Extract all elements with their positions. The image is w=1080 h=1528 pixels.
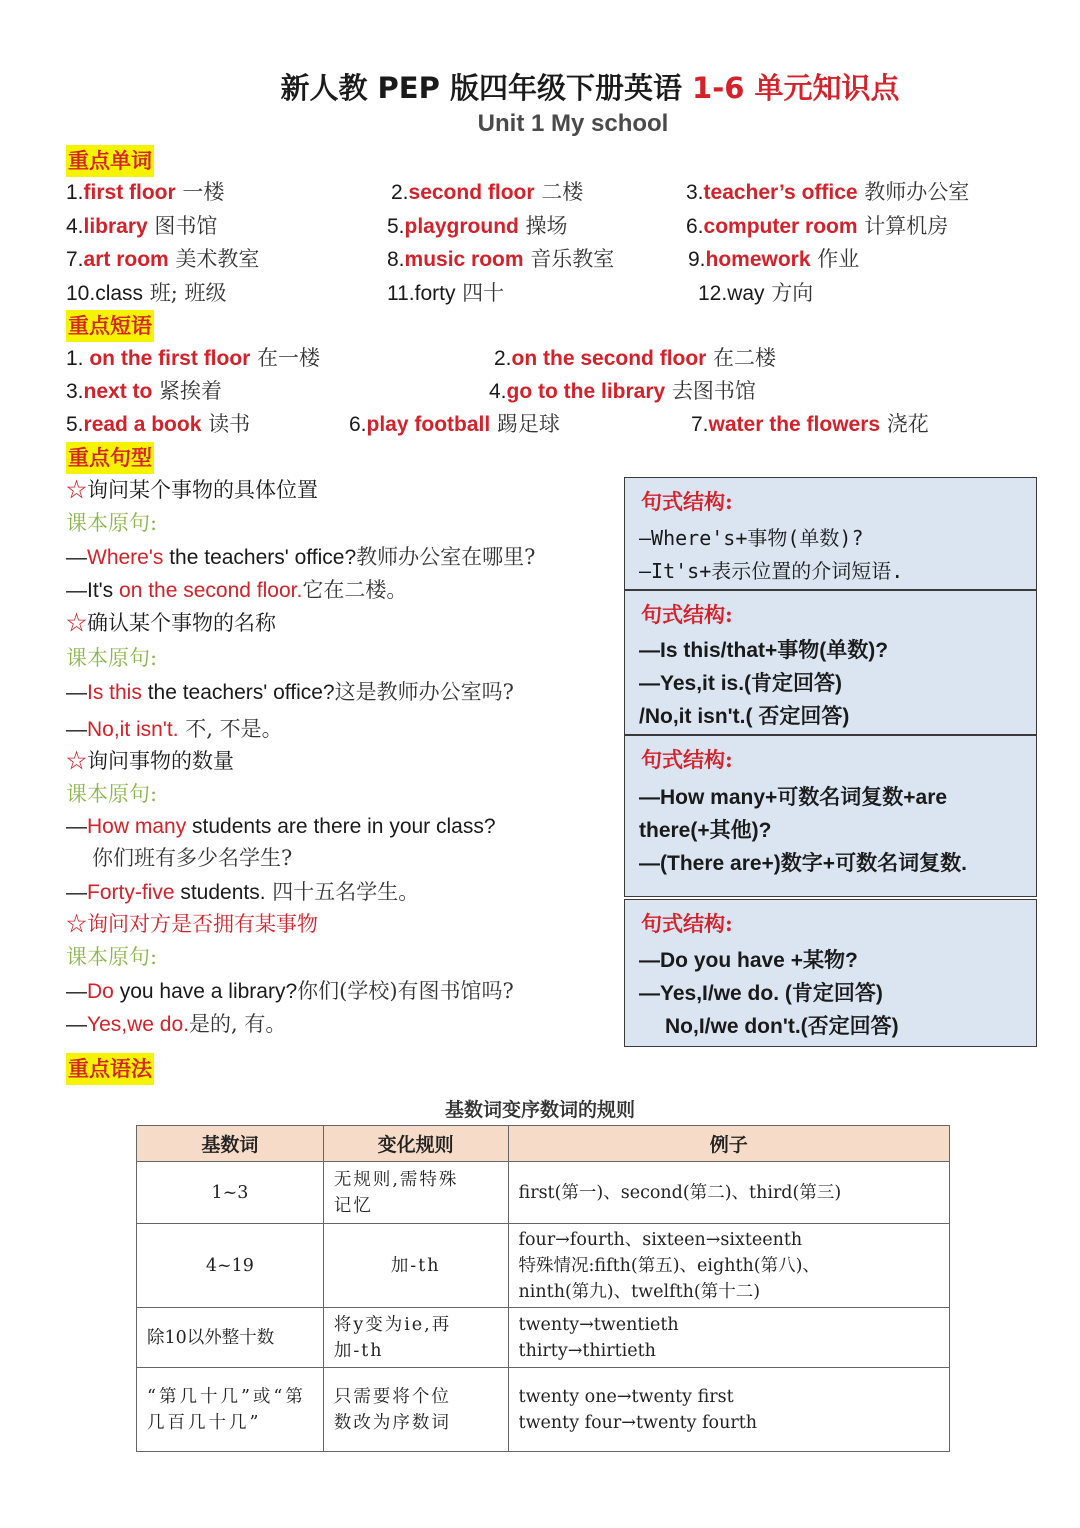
structure-box-2 — [624, 590, 1037, 735]
structure-line: —It's+表示位置的介词短语. — [639, 559, 904, 583]
cell-line: 将y变为ie,再 — [333, 1314, 452, 1335]
structure-line: —Is this/that+事物(单数)? — [639, 639, 889, 662]
phrase-item: 5.read a book 读书 — [66, 412, 251, 436]
column-header: 基数词 — [137, 1126, 324, 1162]
title-highlight: 1-6 单元知识点 — [692, 71, 900, 105]
example-cell — [508, 1162, 949, 1224]
structure-line: —Yes,I/we do. (肯定回答) — [639, 982, 883, 1005]
pattern-1-question: —Where's the teachers' office?教师办公室在哪里? — [66, 545, 536, 569]
word-item: 12.way 方向 — [698, 281, 814, 305]
table-row — [137, 1308, 950, 1368]
column-header: 例子 — [508, 1126, 949, 1162]
cell-line: 加-th — [390, 1255, 441, 1276]
grammar-heading: 重点语法 — [66, 1053, 154, 1085]
cell-line: first(第一)、second(第二)、third(第三) — [518, 1182, 842, 1203]
pattern-1-title: ☆询问某个事物的具体位置 — [66, 478, 318, 502]
structure-box-4 — [624, 899, 1037, 1047]
structure-line: —How many+可数名词复数+are — [639, 786, 948, 809]
example-cell — [508, 1224, 949, 1308]
pattern-2-title: ☆确认某个事物的名称 — [66, 611, 276, 635]
structure-box-3 — [624, 735, 1037, 897]
word-item: 6.computer room 计算机房 — [686, 214, 949, 238]
cell-line: 只需要将个位 — [333, 1386, 451, 1407]
words-heading: 重点单词 — [66, 145, 154, 177]
word-item: 3.teacher’s office 教师办公室 — [686, 180, 970, 204]
table-row — [137, 1368, 950, 1452]
structure-line: /No,it isn't.( 否定回答) — [639, 705, 850, 728]
cardinal-cell: 1~3 — [137, 1162, 324, 1224]
original-label: 课本原句: — [66, 782, 158, 806]
rule-cell — [323, 1308, 508, 1368]
example-cell — [508, 1308, 949, 1368]
pattern-2-question: —Is this the teachers' office?这是教师办公室吗? — [66, 680, 514, 704]
rule-cell — [323, 1368, 508, 1452]
phrase-item: 6.play football 踢足球 — [349, 412, 560, 436]
original-label: 课本原句: — [66, 511, 158, 535]
structure-line: —Yes,it is.(肯定回答) — [639, 672, 843, 695]
title-prefix: 新人教 PEP 版四年级下册英语 — [280, 71, 693, 105]
word-item: 5.playground 操场 — [387, 214, 568, 238]
table-header-row — [137, 1126, 950, 1162]
ordinal-rules-table — [136, 1125, 950, 1452]
word-item: 8.music room 音乐教室 — [387, 247, 615, 271]
cell-line: thirty→thirtieth — [518, 1340, 656, 1361]
cardinal-cell: 4~19 — [137, 1224, 324, 1308]
word-item: 1.first floor 一楼 — [66, 180, 225, 204]
pattern-4-answer: —Yes,we do.是的, 有。 — [66, 1012, 287, 1036]
word-item: 2.second floor 二楼 — [391, 180, 584, 204]
pattern-3-question: —How many students are there in your class? — [66, 815, 496, 838]
pattern-1-answer: —It's on the second floor.它在二楼。 — [66, 578, 408, 602]
pattern-2-answer: —No,it isn't. 不, 不是。 — [66, 717, 283, 741]
cell-line: 无规则,需特殊 — [333, 1169, 459, 1190]
cell-line: four→fourth、sixteen→sixteenth — [518, 1229, 803, 1250]
phrase-item: 2.on the second floor 在二楼 — [494, 346, 777, 370]
structure-heading: 句式结构: — [641, 911, 733, 936]
pattern-3-question-zh: 你们班有多少名学生? — [92, 846, 293, 870]
column-header: 变化规则 — [323, 1126, 508, 1162]
table-row — [137, 1162, 950, 1224]
table-title: 基数词变序数词的规则 — [444, 1099, 635, 1121]
phrase-item: 7.water the flowers 浇花 — [691, 412, 929, 436]
cell-line: twenty one→twenty first — [518, 1386, 734, 1407]
phrase-item: 1. on the first floor 在一楼 — [66, 346, 321, 370]
cell-line: 数改为序数词 — [333, 1412, 451, 1433]
pattern-4-title: ☆询问对方是否拥有某事物 — [66, 912, 318, 936]
cell-line: twenty four→twenty fourth — [518, 1412, 758, 1433]
phrase-item: 3.next to 紧挨着 — [66, 379, 223, 403]
cardinal-cell: 除10以外整十数 — [137, 1308, 324, 1368]
pattern-3-answer: —Forty-five students. 四十五名学生。 — [66, 880, 420, 904]
cell-line: twenty→twentieth — [518, 1314, 679, 1335]
phrases-heading: 重点短语 — [66, 310, 154, 342]
page-title — [0, 66, 1080, 107]
phrase-item: 4.go to the library 去图书馆 — [489, 379, 756, 403]
word-item: 7.art room 美术教室 — [66, 247, 260, 271]
structure-heading: 句式结构: — [641, 747, 733, 772]
unit-title: Unit 1 My school — [477, 110, 669, 137]
structure-heading: 句式结构: — [641, 489, 733, 514]
rule-cell — [323, 1224, 508, 1308]
example-cell — [508, 1368, 949, 1452]
structure-line: —Where's+事物(单数)? — [639, 526, 864, 550]
cardinal-cell: “第几十几”或“第几百几十几” — [137, 1368, 324, 1452]
table-row — [137, 1224, 950, 1308]
sentences-heading: 重点句型 — [66, 442, 154, 474]
pattern-4-question: —Do you have a library?你们(学校)有图书馆吗? — [66, 979, 514, 1003]
structure-line: No,I/we don't.(否定回答) — [665, 1015, 899, 1038]
word-item: 11.forty 四十 — [387, 281, 505, 305]
word-item: 4.library 图书馆 — [66, 214, 218, 238]
structure-box-1 — [624, 477, 1037, 590]
original-label: 课本原句: — [66, 646, 158, 670]
original-label: 课本原句: — [66, 945, 158, 969]
cell-line: ninth(第九)、twelfth(第十二) — [518, 1281, 761, 1302]
structure-line: —Do you have +某物? — [639, 949, 858, 972]
word-item: 10.class 班; 班级 — [66, 281, 227, 305]
cell-line: 特殊情况:fifth(第五)、eighth(第八)、 — [518, 1255, 820, 1276]
cell-line: 记忆 — [333, 1195, 373, 1216]
cell-line: 加-th — [333, 1340, 384, 1361]
rule-cell — [323, 1162, 508, 1224]
structure-line: there(+其他)? — [639, 819, 772, 842]
structure-line: —(There are+)数字+可数名词复数. — [639, 852, 967, 875]
word-item: 9.homework 作业 — [688, 247, 860, 271]
pattern-3-title: ☆询问事物的数量 — [66, 749, 234, 773]
structure-heading: 句式结构: — [641, 602, 733, 627]
